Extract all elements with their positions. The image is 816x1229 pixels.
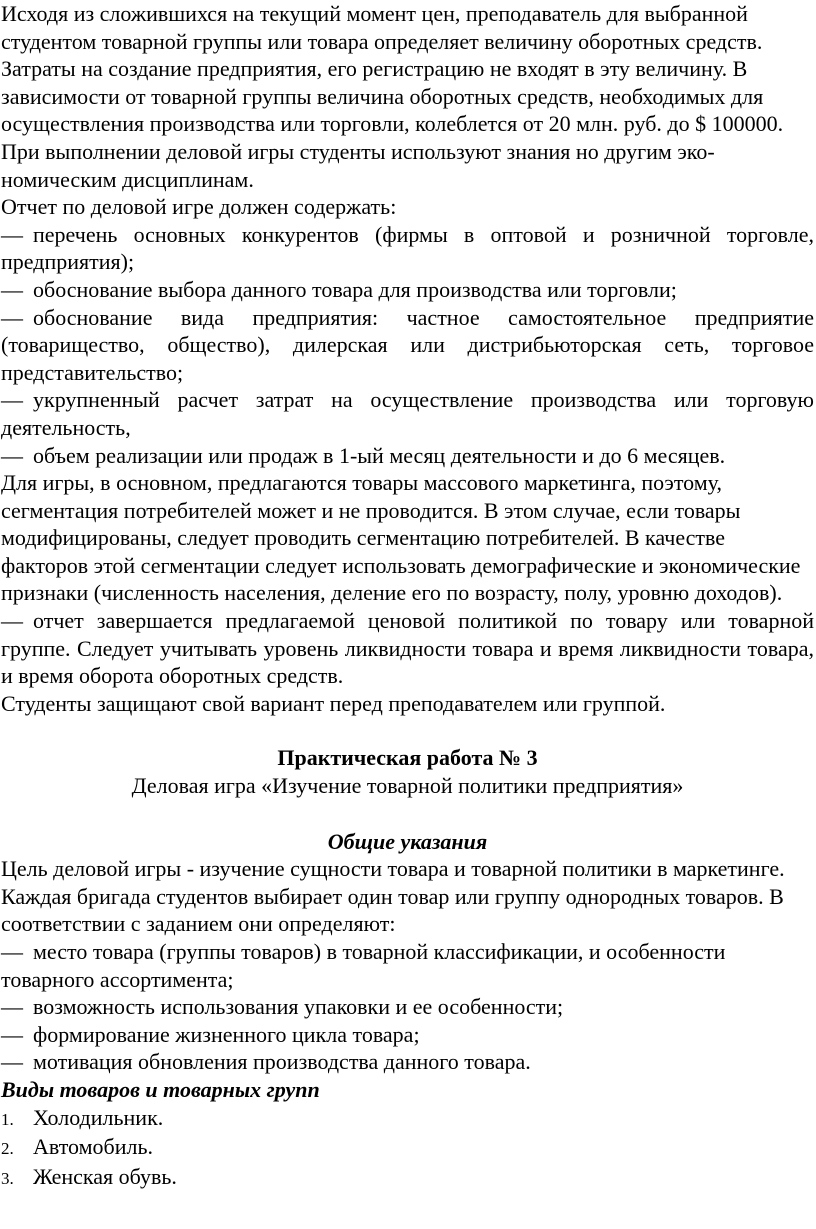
goods-item <box>1 1163 814 1193</box>
goods-item <box>1 1104 814 1134</box>
pricing-item: — отчет завершается предлагаемой ценовой политикой по товару или товарной группе. Следует учитывать уровень ликвидности товара и время ликвидности товара, и время оборота оборотных средств. <box>1 607 814 690</box>
goods-item-label: Холодильник. <box>33 1104 164 1130</box>
goods-item <box>1 1133 814 1163</box>
goods-item-number: 1. <box>1 1109 14 1129</box>
goods-item-number: 3. <box>1 1168 14 1188</box>
general-item-lifecycle: — формирование жизненного цикла товара; <box>1 1021 814 1049</box>
report-intro: Отчет по деловой игре должен содержать: <box>1 194 397 220</box>
defense-paragraph: Студенты защищают свой вариант перед преподавателем или группой. <box>1 690 666 716</box>
practical-title: Практическая работа № 3 <box>277 745 538 771</box>
intro-paragraph-1: Исходя из сложившихся на текущий момент цен, преподаватель для выбранной студентом товарной группы или товара определяет величину оборотных средств. Затраты на создание предприятия, его регистрацию не входят в эту величину. В зависимости от товарной группы величина оборотных средств, необходимых для осуществления производства или торговли, колеблется от 20 млн. руб. до $ 100000. <box>1 1 784 137</box>
segmentation-paragraph: Для игры, в основном, предлагаются товары массового маркетинга, поэтому, сегментация потребителей может и не проводится. В этом случае, если товары модифицированы, следует проводить сегментацию потребителей. В качестве факторов этой сегментации следует использовать демографические и экономические признаки (численность населения, деление его по возрасту, полу, уровню доходов). <box>1 470 801 606</box>
general-heading: Общие указания <box>327 828 488 854</box>
goods-item-label: Автомобиль. <box>33 1134 154 1160</box>
practical-subtitle: Деловая игра «Изучение товарной политики предприятия» <box>131 773 684 799</box>
report-item-product-choice: — обоснование выбора данного товара для производства или торговли; <box>1 276 814 304</box>
general-item-renewal: — мотивация обновления производства данного товара. <box>1 1048 814 1076</box>
goods-heading: Виды товаров и товарных групп <box>1 1076 320 1102</box>
intro-paragraph-2: При выполнении деловой игры студенты используют знания но другим эко-номическим дисциплинам. <box>1 138 715 192</box>
report-item-enterprise-type: — обоснование вида предприятия: частное самостоятельное предприятие (товарищество, общество), дилерская или дистрибьюторская сеть, торговое представительство; <box>1 304 814 387</box>
general-item-packaging: — возможность использования упаковки и ее особенности; <box>1 993 814 1021</box>
general-item-classification: — место товара (группы товаров) в товарной классификации, и особенности товарного ассортимента; <box>1 938 814 993</box>
goods-item-number: 2. <box>1 1139 14 1159</box>
general-paragraph: Цель деловой игры - изучение сущности товара и товарной политики в маркетинге. Каждая бригада студентов выбирает один товар или группу однородных товаров. В соответствии с заданием они определяют: <box>1 856 785 937</box>
report-item-sales-volume: — объем реализации или продаж в 1-ый месяц деятельности и до 6 месяцев. <box>1 442 814 470</box>
goods-item-label: Женская обувь. <box>33 1163 177 1189</box>
report-item-competitors: — перечень основных конкурентов (фирмы в оптовой и розничной торговле, предприятия); <box>1 221 814 276</box>
report-item-cost-estimate: — укрупненный расчет затрат на осуществление производства или торговую деятельность, <box>1 386 814 441</box>
